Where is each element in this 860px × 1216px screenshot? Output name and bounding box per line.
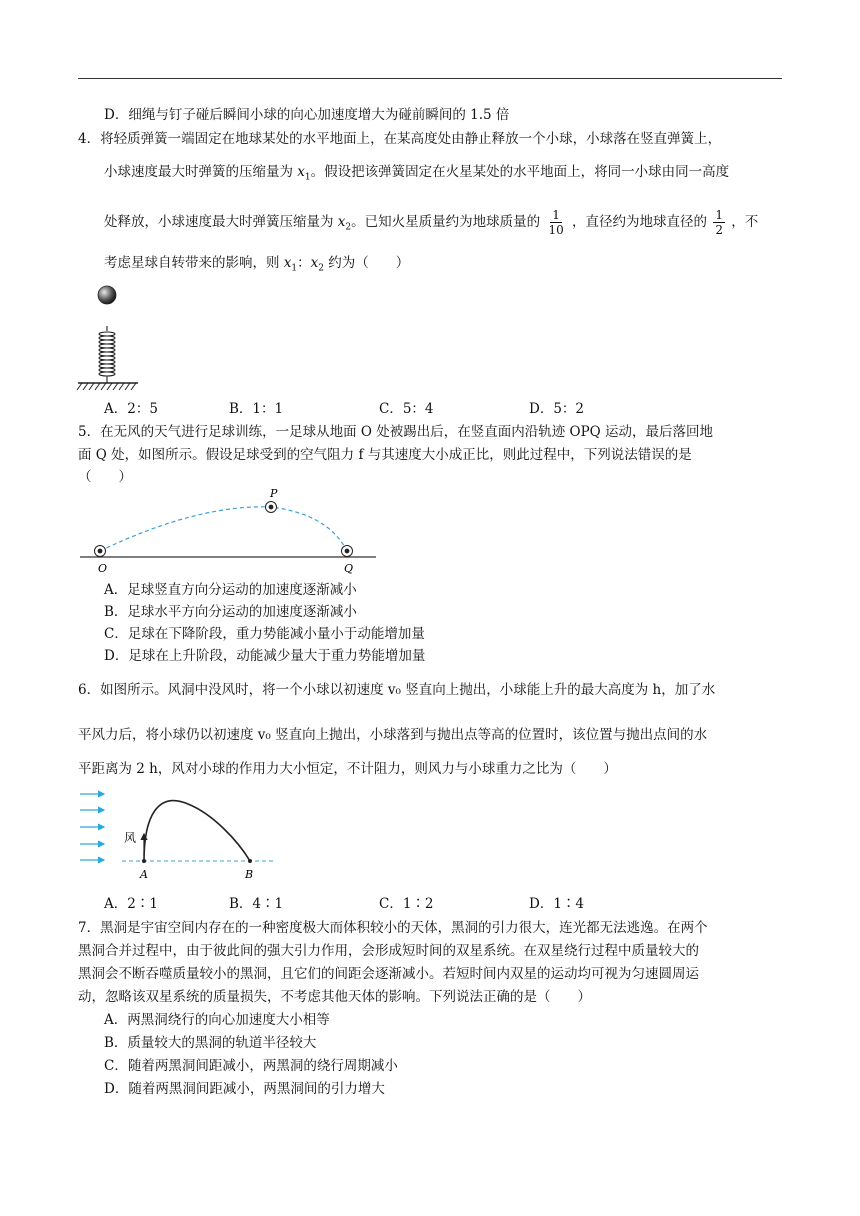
q4-line-4: 考虑星球自转带来的影响，则 $x_1$：$x_2$ 约为（ ） — [104, 255, 410, 274]
point-b-icon — [248, 859, 252, 863]
wind-tunnel-figure — [78, 786, 278, 882]
label-p: P — [270, 487, 278, 500]
football-icon-q — [342, 546, 353, 557]
q6-line-1: 6．如图所示。风洞中没风时，将一个小球以初速度 v₀ 竖直向上抛出，小球能上升的最大高度为 h，加了水 — [78, 682, 716, 698]
q7-option-b[interactable]: B．质量较大的黑洞的轨道半径较大 — [104, 1035, 317, 1051]
label-a: A — [140, 868, 148, 881]
football-icon-p — [266, 502, 277, 513]
q4-option-a[interactable]: A．2：5 — [104, 401, 158, 417]
wind-label: 风 — [124, 831, 137, 845]
q7-option-d[interactable]: D．随着两黑洞间距减小，两黑洞间的引力增大 — [104, 1081, 385, 1097]
ball-icon — [98, 286, 116, 304]
q5-option-b[interactable]: B．足球水平方向分运动的加速度逐渐减小 — [104, 604, 357, 620]
header-rule — [78, 78, 782, 79]
q7-line-2: 黑洞合并过程中，由于彼此间的强大引力作用，会形成短时间的双星系统。在双星绕行过程中质量较大的 — [78, 943, 699, 959]
q4-option-b[interactable]: B．1：1 — [229, 401, 284, 417]
q4-line-3: 处释放，小球速度最大时弹簧压缩量为 $x_2$。已知火星质量约为地球质量的 $\frac{1}{10}$ ，直径约为地球直径的 $\frac{1}{2}$ ，不 — [104, 208, 759, 237]
label-q: Q — [344, 562, 354, 575]
label-o: O — [98, 562, 108, 575]
q4-line-1: 4．将轻质弹簧一端固定在地球某处的水平地面上，在某高度处由静止释放一个小球，小球落在竖直弹簧上， — [78, 131, 722, 147]
q5-option-d[interactable]: D．足球在上升阶段，动能减少量大于重力势能增加量 — [104, 648, 426, 664]
q6-line-2: 平风力后，将小球仍以初速度 v₀ 竖直向上抛出，小球落到与抛出点等高的位置时，该位置与抛出点间的水 — [78, 727, 708, 743]
q5-option-c[interactable]: C．足球在下降阶段，重力势能减小量小于动能增加量 — [104, 626, 425, 642]
q5-line-1: 5．在无风的天气进行足球训练，一足球从地面 O 处被踢出后，在竖直面内沿轨迹 OPQ 运动，最后落回地 — [78, 424, 714, 440]
q5-line-2: 面 Q 处，如图所示。假设足球受到的空气阻力 f 与其速度大小成正比，则此过程中，下列说法错误的是 — [78, 447, 692, 463]
wind-arrows — [80, 794, 104, 860]
label-b: B — [245, 868, 254, 881]
q6-line-3: 平距离为 2 h，风对小球的作用力大小恒定，不计阻力，则风力与小球重力之比为（ ） — [78, 761, 617, 777]
q5-option-a[interactable]: A．足球竖直方向分运动的加速度逐渐减小 — [104, 582, 357, 598]
q5-line-3: （ ） — [78, 469, 132, 485]
q6-option-d[interactable]: D．1∶4 — [529, 896, 585, 912]
point-a-icon — [142, 859, 146, 863]
q7-option-a[interactable]: A．两黑洞绕行的向心加速度大小相等 — [104, 1012, 330, 1028]
q6-option-c[interactable]: C．1∶2 — [379, 896, 434, 912]
q4-option-d[interactable]: D．5：2 — [529, 401, 585, 417]
fraction-one-half: $\frac{1}{2}$ — [715, 208, 723, 237]
spring-icon — [99, 326, 115, 383]
q7-line-1: 7．黑洞是宇宙空间内存在的一种密度极大而体积较小的天体，黑洞的引力很大，连光都无法逃逸。在两个 — [78, 920, 708, 936]
q6-option-b[interactable]: B．4∶1 — [229, 896, 284, 912]
q4-option-c[interactable]: C．5：4 — [379, 401, 434, 417]
trajectory-curve — [100, 507, 347, 551]
q7-line-3: 黑洞会不断吞噬质量较小的黑洞，且它们的间距会逐渐减小。若短时间内双星的运动均可视为匀速圆周运 — [78, 966, 699, 982]
q6-option-a[interactable]: A．2∶1 — [104, 896, 158, 912]
spring-ball-figure — [74, 282, 144, 394]
q4-line-2: 小球速度最大时弹簧的压缩量为 $x_1$。假设把该弹簧固定在火星某处的水平地面上，将同一小球由同一高度 — [104, 164, 730, 183]
q7-option-c[interactable]: C．随着两黑洞间距减小，两黑洞的绕行周期减小 — [104, 1058, 398, 1074]
football-trajectory-figure — [78, 484, 378, 576]
ball-trajectory — [144, 801, 250, 861]
ground-hatch — [77, 383, 138, 390]
football-icon-o — [95, 546, 106, 557]
q3-option-d: D．细绳与钉子碰后瞬间小球的向心加速度增大为碰前瞬间的 1.5 倍 — [104, 107, 510, 123]
q7-line-4: 动，忽略该双星系统的质量损失，不考虑其他天体的影响。下列说法正确的是（ ） — [78, 989, 591, 1005]
fraction-one-tenth: $\frac{1}{10}$ — [548, 208, 564, 237]
